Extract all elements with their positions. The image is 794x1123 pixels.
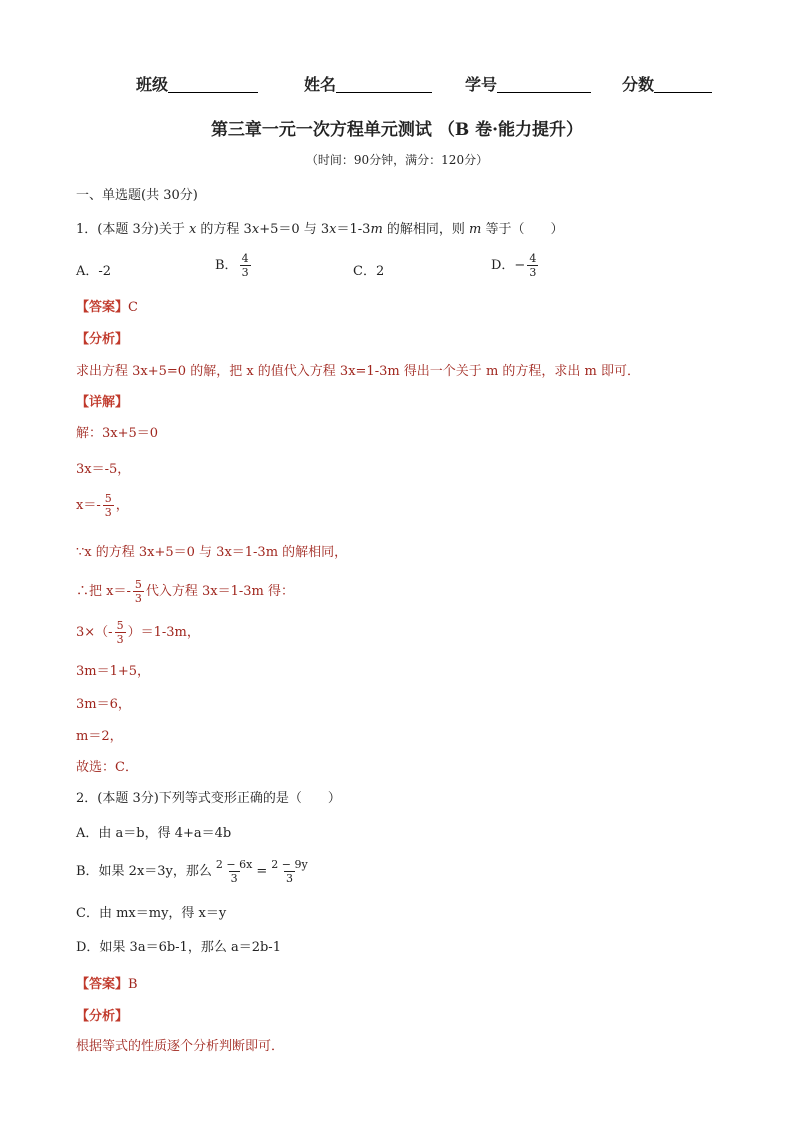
q1-stem-part: 等于（ ） <box>481 222 564 237</box>
q1-step: m＝2， <box>76 729 123 744</box>
name-field <box>304 72 432 95</box>
fraction <box>103 492 114 519</box>
equals-sign: = <box>256 864 268 879</box>
score-blank <box>654 76 712 93</box>
q1-stem-part: 的解相同，则 <box>382 222 470 237</box>
q2-option-d: D．如果 3a＝6b-1，那么 a＝2b-1 <box>76 940 281 955</box>
page-subtitle: （时间：90分钟，满分：120分） <box>305 153 489 167</box>
q2-stem: 2．(本题 3分)下列等式变形正确的是（ ） <box>76 791 341 806</box>
q2-analysis-tag: 【分析】 <box>76 1009 129 1024</box>
denominator: 3 <box>116 633 124 646</box>
numerator: 4 <box>241 252 249 265</box>
q1-option-d <box>491 252 540 279</box>
q1-step: 3x＝-5， <box>76 462 131 477</box>
page-title: 第三章一元一次方程单元测试 （B 卷·能力提升） <box>210 120 584 140</box>
q1-analysis-tag: 【分析】 <box>76 332 129 347</box>
q1-option-a: A．-2 <box>76 264 112 279</box>
q1-stem-part: 的方程 3 <box>196 222 252 237</box>
step-part: x＝- <box>76 498 101 513</box>
numerator: 5 <box>134 578 142 591</box>
denominator: 3 <box>529 266 537 279</box>
option-label: B． <box>215 258 238 273</box>
q1-step: 3m＝1+5， <box>76 664 151 679</box>
answer-tag: 【答案】 <box>76 977 129 992</box>
score-field <box>622 72 712 95</box>
q2-analysis: 根据等式的性质逐个分析判断即可． <box>76 1039 285 1054</box>
fraction <box>527 252 538 279</box>
denominator: 3 <box>241 266 249 279</box>
q1-stem-var: m <box>370 222 383 237</box>
numerator: 2 − 6x <box>215 858 253 871</box>
q1-analysis: 求出方程 3x+5=0 的解，把 x 的值代入方程 3x=1-3m 得出一个关于 m 的方程，求出 m 即可． <box>76 364 640 379</box>
q1-step: 故选：C． <box>76 760 138 775</box>
fraction <box>133 578 144 605</box>
denominator: 3 <box>285 872 293 885</box>
q1-answer <box>76 296 138 315</box>
fraction <box>214 858 254 885</box>
answer-value: B <box>128 977 138 992</box>
q1-stem-part: 1．(本题 3分)关于 <box>76 222 189 237</box>
numerator: 2 − 9y <box>271 858 308 871</box>
step-part: 3×（- <box>76 625 113 640</box>
numerator: 5 <box>104 492 112 505</box>
step-part: 代入方程 3x＝1-3m 得： <box>145 584 294 599</box>
q1-stem-var: m <box>469 222 482 237</box>
q1-stem-var: x <box>251 222 260 237</box>
q1-stem <box>76 218 564 237</box>
fraction <box>269 858 309 885</box>
q2-option-b <box>76 858 312 885</box>
q1-step <box>76 578 294 605</box>
q1-option-c: C．2 <box>353 264 385 279</box>
answer-tag: 【答案】 <box>76 300 129 315</box>
id-blank <box>497 76 591 93</box>
header-row <box>136 72 258 95</box>
step-part: ， <box>115 498 129 513</box>
q2-answer <box>76 973 138 992</box>
q2-option-a: A．由 a＝b，得 4+a＝4b <box>76 826 232 841</box>
fraction <box>115 619 126 646</box>
denominator: 3 <box>230 872 238 885</box>
q1-step: 3m＝6， <box>76 697 131 712</box>
class-label: 班级 <box>136 75 169 94</box>
q1-stem-part: +5＝0 与 3 <box>259 222 330 237</box>
denominator: 3 <box>134 592 142 605</box>
q1-stem-part: ＝1-3 <box>336 222 371 237</box>
step-part: ∴把 x＝- <box>76 584 131 599</box>
name-label: 姓名 <box>304 75 337 94</box>
answer-value: C <box>128 300 138 315</box>
id-label: 学号 <box>465 75 498 94</box>
option-label: D．− <box>491 258 526 273</box>
option-text: B．如果 2x＝3y，那么 <box>76 864 212 879</box>
section-heading: 一、单选题(共 30分) <box>76 188 198 203</box>
class-blank <box>168 76 258 93</box>
score-label: 分数 <box>622 75 655 94</box>
q1-option-b <box>215 252 253 279</box>
q2-option-c: C．由 mx＝my，得 x＝y <box>76 906 227 921</box>
q1-step: 解：3x+5＝0 <box>76 426 159 441</box>
id-field <box>465 72 591 95</box>
fraction <box>240 252 251 279</box>
denominator: 3 <box>104 506 112 519</box>
q1-stem-var: x <box>188 222 197 237</box>
q1-stem-var: x <box>329 222 337 237</box>
q1-step <box>76 492 129 519</box>
step-part: ）＝1-3m， <box>127 625 200 640</box>
q1-step: ∵x 的方程 3x+5＝0 与 3x＝1-3m 的解相同， <box>76 545 348 560</box>
name-blank <box>336 76 432 93</box>
q1-step <box>76 619 200 646</box>
numerator: 4 <box>529 252 537 265</box>
q1-detail-tag: 【详解】 <box>76 395 129 410</box>
numerator: 5 <box>116 619 124 632</box>
